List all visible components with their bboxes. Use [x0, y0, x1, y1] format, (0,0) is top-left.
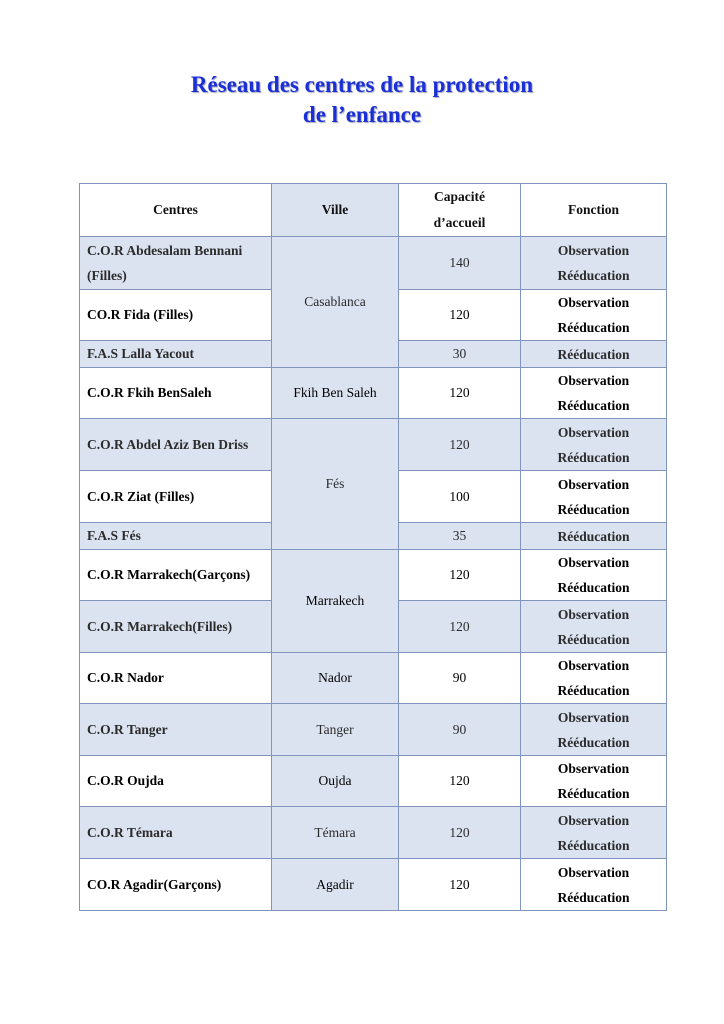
- fonction-line-2: Rééducation: [557, 683, 630, 698]
- cell-centre: CO.R Agadir(Garçons): [80, 859, 272, 911]
- cell-centre: C.O.R Marrakech(Garçons): [80, 550, 272, 601]
- cell-ville-agadir: Agadir: [272, 859, 399, 911]
- cell-ville-nador: Nador: [272, 653, 399, 704]
- header-centres: Centres: [80, 184, 272, 237]
- cell-fonction: [521, 601, 667, 653]
- cell-fonction: [521, 807, 667, 859]
- cell-capacite: 120: [399, 368, 521, 419]
- fonction-line-2: Rééducation: [557, 889, 630, 905]
- table-row: [80, 704, 667, 756]
- cell-capacite: 35: [399, 523, 521, 550]
- cell-capacite: 140: [399, 237, 521, 290]
- table-row: [80, 756, 667, 807]
- cell-fonction: [521, 859, 667, 911]
- title-line-1: Réseau des centres de la protection: [190, 72, 534, 97]
- page-title: [0, 70, 724, 130]
- header-capacite: [399, 184, 521, 237]
- cell-capacite: 120: [399, 419, 521, 471]
- cell-centre: C.O.R Oujda: [80, 756, 272, 807]
- fonction-line-2: Rééducation: [557, 837, 630, 853]
- header-ville: Ville: [272, 184, 399, 237]
- cell-ville-marrakech: Marrakech: [272, 550, 399, 653]
- cell-capacite: 120: [399, 807, 521, 859]
- cell-fonction: [521, 341, 667, 368]
- centres-table: [79, 183, 667, 911]
- table-row: [80, 807, 667, 859]
- fonction-line-2: Rééducation: [557, 580, 630, 595]
- cell-centre: C.O.R Fkih BenSaleh: [80, 368, 272, 419]
- cell-fonction: [521, 653, 667, 704]
- cell-capacite: 30: [399, 341, 521, 368]
- cell-fonction: [521, 290, 667, 341]
- table-header-row: [80, 184, 667, 237]
- fonction-line-1: Observation: [557, 373, 630, 388]
- cell-centre: C.O.R Marrakech(Filles): [80, 601, 272, 653]
- cell-fonction: [521, 550, 667, 601]
- cell-capacite: 120: [399, 550, 521, 601]
- cell-fonction: [521, 523, 667, 550]
- fonction-line-1: Observation: [557, 424, 630, 440]
- fonction-line-1: Observation: [557, 812, 630, 828]
- fonction-line-2: Rééducation: [557, 734, 630, 750]
- cell-ville-casablanca: Casablanca: [272, 237, 399, 368]
- table-row: [80, 550, 667, 601]
- cell-centre: F.A.S Fés: [80, 523, 272, 550]
- cell-centre: C.O.R Nador: [80, 653, 272, 704]
- cell-centre: C.O.R Tanger: [80, 704, 272, 756]
- cell-ville-fes: Fés: [272, 419, 399, 550]
- header-capacite-line-2: d’accueil: [433, 215, 486, 230]
- cell-ville-fkih: Fkih Ben Saleh: [272, 368, 399, 419]
- fonction-line-1: Observation: [557, 864, 630, 880]
- fonction-line-2: Rééducation: [557, 320, 630, 335]
- table-row: [80, 653, 667, 704]
- fonction-line-1: Rééducation: [557, 346, 630, 362]
- fonction-line-1: Observation: [557, 761, 630, 776]
- cell-fonction: [521, 704, 667, 756]
- cell-capacite: 90: [399, 704, 521, 756]
- fonction-line-2: Rééducation: [557, 501, 630, 517]
- fonction-line-1: Observation: [557, 476, 630, 492]
- fonction-line-2: Rééducation: [557, 398, 630, 413]
- fonction-line-2: Rééducation: [557, 268, 630, 283]
- cell-ville-temara: Témara: [272, 807, 399, 859]
- cell-capacite: 100: [399, 471, 521, 523]
- fonction-line-2: Rééducation: [557, 631, 630, 647]
- cell-capacite: 90: [399, 653, 521, 704]
- table-row: [80, 237, 667, 290]
- cell-centre: C.O.R Témara: [80, 807, 272, 859]
- fonction-line-2: Rééducation: [557, 449, 630, 465]
- table-row: [80, 859, 667, 911]
- cell-capacite: 120: [399, 601, 521, 653]
- fonction-line-1: Observation: [557, 243, 630, 258]
- cell-fonction: [521, 419, 667, 471]
- fonction-line-1: Rééducation: [557, 528, 630, 544]
- cell-fonction: [521, 368, 667, 419]
- cell-capacite: 120: [399, 859, 521, 911]
- fonction-line-2: Rééducation: [557, 786, 630, 801]
- cell-fonction: [521, 756, 667, 807]
- cell-centre: C.O.R Abdel Aziz Ben Driss: [80, 419, 272, 471]
- fonction-line-1: Observation: [557, 709, 630, 725]
- cell-centre: F.A.S Lalla Yacout: [80, 341, 272, 368]
- cell-ville-tanger: Tanger: [272, 704, 399, 756]
- cell-fonction: [521, 471, 667, 523]
- fonction-line-1: Observation: [557, 295, 630, 310]
- cell-capacite: 120: [399, 290, 521, 341]
- cell-fonction: [521, 237, 667, 290]
- cell-centre: C.O.R Abdesalam Bennani (Filles): [80, 237, 272, 290]
- header-fonction: Fonction: [521, 184, 667, 237]
- cell-centre: CO.R Fida (Filles): [80, 290, 272, 341]
- table-row: [80, 419, 667, 471]
- cell-centre: C.O.R Ziat (Filles): [80, 471, 272, 523]
- fonction-line-1: Observation: [557, 658, 630, 673]
- cell-capacite: 120: [399, 756, 521, 807]
- table-row: [80, 368, 667, 419]
- fonction-line-1: Observation: [557, 555, 630, 570]
- title-line-2: de l’enfance: [302, 102, 422, 127]
- header-capacite-line-1: Capacité: [434, 189, 485, 204]
- cell-ville-oujda: Oujda: [272, 756, 399, 807]
- fonction-line-1: Observation: [557, 606, 630, 622]
